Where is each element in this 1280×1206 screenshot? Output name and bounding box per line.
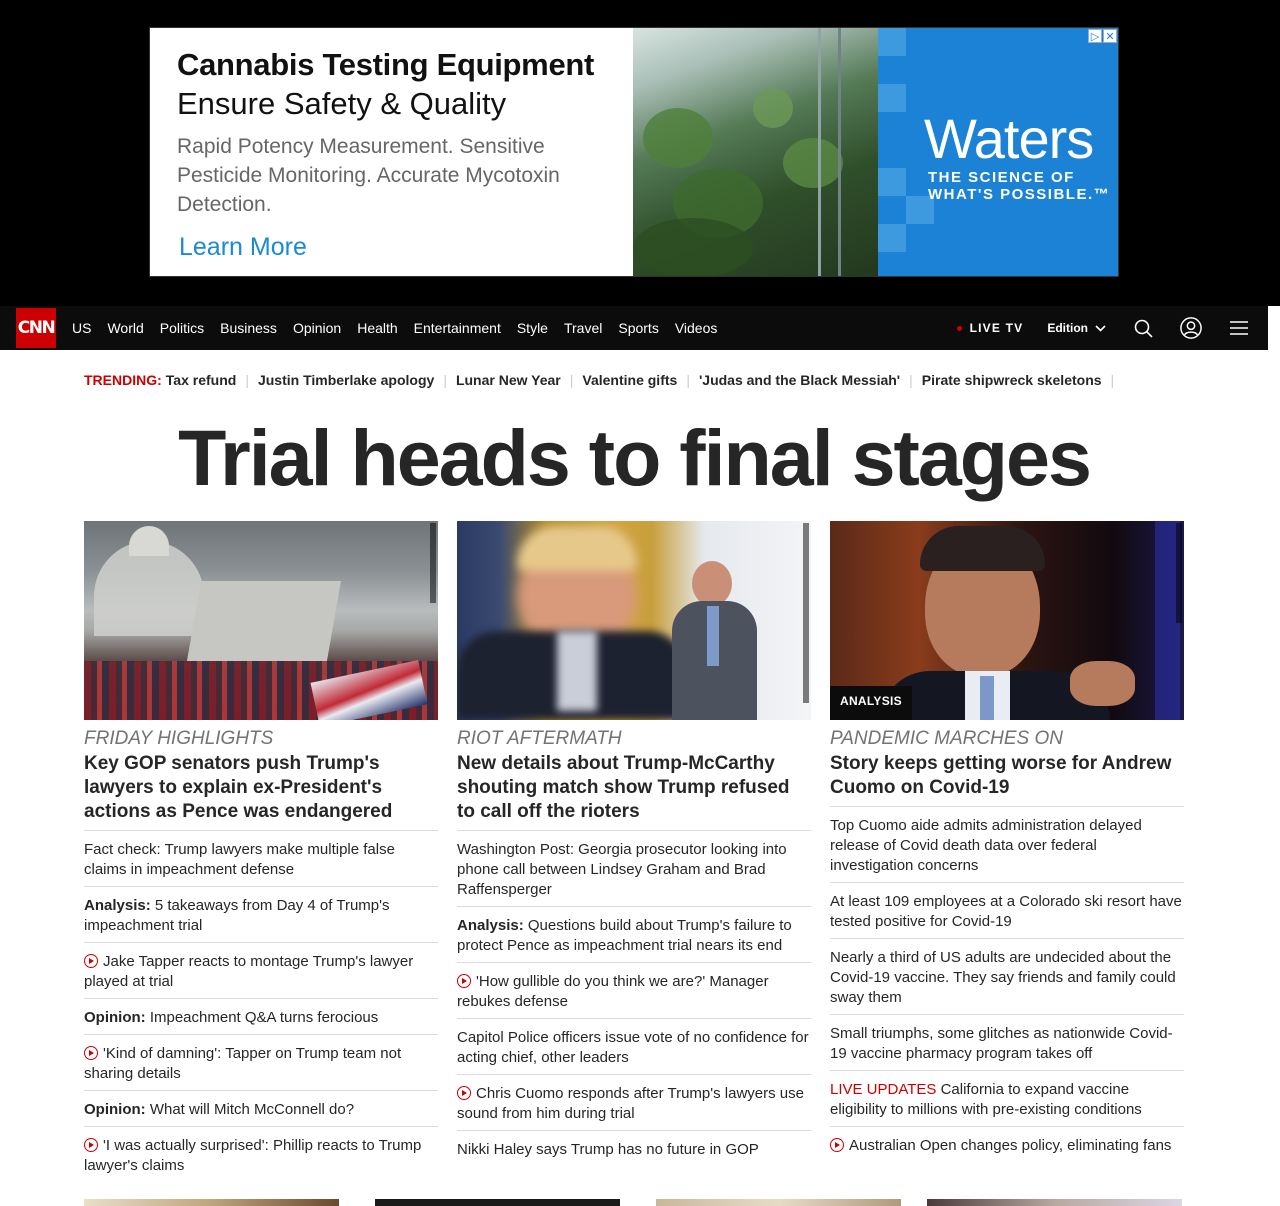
nav-link-style[interactable]: Style xyxy=(516,320,548,336)
story-column-3 xyxy=(830,521,1184,1162)
ad-learn-more-link[interactable]: Learn More xyxy=(179,233,307,261)
trending-item[interactable]: Pirate shipwreck skeletons xyxy=(921,372,1102,388)
edition-dropdown[interactable] xyxy=(1047,321,1106,335)
ad-close-icon[interactable]: ✕ xyxy=(1103,29,1117,43)
story-prefix: Opinion: xyxy=(84,1009,146,1026)
ad-body: Rapid Potency Measurement. Sensitive Pesticide Monitoring. Accurate Mycotoxin Detection. xyxy=(177,135,560,216)
ad-headline: Cannabis Testing Equipment xyxy=(177,47,595,82)
ad-subhead: Ensure Safety & Quality xyxy=(177,86,507,121)
story-prefix: Analysis: xyxy=(84,897,151,914)
thumbnail-image[interactable] xyxy=(375,1199,620,1206)
story-kicker: FRIDAY HIGHLIGHTS xyxy=(84,728,274,749)
nav-link-business[interactable]: Business xyxy=(220,320,277,336)
ad-info-icon[interactable]: ▷ xyxy=(1088,29,1102,43)
live-tv-label: LIVE TV xyxy=(969,321,1024,335)
play-video-icon xyxy=(84,1046,98,1060)
thumbnail-image[interactable] xyxy=(927,1199,1182,1206)
nav-link-entertainment[interactable]: Entertainment xyxy=(413,320,501,336)
nav-link-health[interactable]: Health xyxy=(357,320,398,336)
nav-links xyxy=(72,320,733,336)
nav-link-travel[interactable]: Travel xyxy=(563,320,603,336)
story-kicker: PANDEMIC MARCHES ON xyxy=(830,728,1063,749)
play-video-icon xyxy=(84,1138,98,1152)
photo-credit xyxy=(803,523,809,703)
divider: | xyxy=(245,372,249,388)
lead-story-headline[interactable]: New details about Trump-McCarthy shouting match show Trump refused to call off the rioters xyxy=(457,752,811,831)
video-story-link[interactable]: 'How gullible do you think we are?' Manager rebukes defense xyxy=(457,963,811,1019)
story-link[interactable]: Analysis: 5 takeaways from Day 4 of Trump's impeachment trial xyxy=(84,887,438,943)
video-story-link[interactable]: 'I was actually surprised': Phillip reacts to Trump lawyer's claims xyxy=(84,1137,422,1174)
top-navigation xyxy=(0,306,1268,350)
trending-item[interactable]: Valentine gifts xyxy=(582,372,678,388)
related-stories xyxy=(830,807,1184,1162)
live-updates-story-link[interactable]: LIVE UPDATES California to expand vaccine eligibility to millions with pre-existing conditions xyxy=(830,1071,1184,1127)
ad-banner-area xyxy=(0,0,1280,306)
ad-greenhouse-image xyxy=(633,28,878,277)
story-prefix: Opinion: xyxy=(84,1101,146,1118)
story-prefix: Analysis: xyxy=(457,917,524,934)
lead-story-headline[interactable]: Story keeps getting worse for Andrew Cuomo on Covid-19 xyxy=(830,752,1184,807)
nav-link-us[interactable]: US xyxy=(72,320,92,336)
play-video-icon xyxy=(457,974,471,988)
story-link[interactable]: Fact check: Trump lawyers make multiple false claims in impeachment defense xyxy=(84,831,438,887)
video-story-link[interactable]: 'Kind of damning': Tapper on Trump team not sharing details xyxy=(84,1035,438,1091)
story-link[interactable]: Analysis: Questions build about Trump's failure to protect Pence as impeachment trial nears its end xyxy=(457,907,811,963)
nav-link-opinion[interactable]: Opinion xyxy=(292,320,342,336)
waters-logo: Waters xyxy=(924,107,1094,170)
story-link[interactable]: Top Cuomo aide admits administration delayed release of Covid death data over federal investigation concerns xyxy=(830,807,1184,883)
live-updates-label: LIVE UPDATES xyxy=(830,1081,937,1098)
nav-link-politics[interactable]: Politics xyxy=(159,320,205,336)
ad-brand-panel xyxy=(878,28,1119,277)
thumbnail-image[interactable] xyxy=(84,1199,339,1206)
story-link[interactable]: Opinion: What will Mitch McConnell do? xyxy=(84,1091,438,1127)
trending-item[interactable]: Lunar New Year xyxy=(455,372,561,388)
story-link[interactable]: Washington Post: Georgia prosecutor looking into phone call between Lindsey Graham and Brad Raffensperger xyxy=(457,831,811,907)
related-stories xyxy=(457,831,811,1166)
live-tv-link[interactable] xyxy=(957,321,1024,335)
trending-item[interactable]: 'Judas and the Black Messiah' xyxy=(698,372,901,388)
video-story-link[interactable]: Australian Open changes policy, eliminating fans xyxy=(830,1127,1184,1162)
divider: | xyxy=(443,372,447,388)
video-story-link[interactable]: Chris Cuomo responds after Trump's lawyers use sound from him during trial xyxy=(457,1075,811,1131)
trending-label: TRENDING: xyxy=(84,372,162,388)
video-story-link[interactable]: Jake Tapper reacts to montage Trump's lawyer played at trial xyxy=(84,943,438,999)
story-link[interactable]: Nikki Haley says Trump has no future in GOP xyxy=(457,1141,759,1158)
account-icon[interactable] xyxy=(1180,317,1202,339)
nav-link-sports[interactable]: Sports xyxy=(618,320,659,336)
ad-choices[interactable] xyxy=(1088,29,1117,43)
story-link[interactable]: Nearly a third of US adults are undecided about the Covid-19 vaccine. They say friends and family could sway them xyxy=(830,939,1184,1015)
nav-right xyxy=(957,306,1268,350)
ad-copy[interactable] xyxy=(150,28,633,277)
story-kicker: RIOT AFTERMATH xyxy=(457,728,622,749)
divider: | xyxy=(686,372,690,388)
capitol-riot-photo[interactable] xyxy=(84,521,438,720)
banner-headline[interactable]: Trial heads to final stages xyxy=(178,413,1090,502)
ad-tagline: THE SCIENCE OF WHAT'S POSSIBLE.™ xyxy=(928,169,1111,203)
trending-item[interactable]: Tax refund xyxy=(165,372,237,388)
trump-mccarthy-photo[interactable] xyxy=(457,521,811,720)
play-video-icon xyxy=(830,1138,844,1152)
chevron-down-icon xyxy=(1095,325,1106,332)
story-column-2 xyxy=(457,521,811,1166)
story-link[interactable]: Opinion: Impeachment Q&A turns ferocious xyxy=(84,999,438,1035)
related-stories xyxy=(84,831,438,1182)
nav-link-world[interactable]: World xyxy=(107,320,144,336)
thumbnail-image[interactable] xyxy=(656,1199,901,1206)
divider: | xyxy=(909,372,913,388)
play-video-icon xyxy=(84,954,98,968)
photo-credit xyxy=(1176,523,1182,623)
analysis-badge: ANALYSIS xyxy=(830,686,912,720)
story-link[interactable]: Small triumphs, some glitches as nationwide Covid-19 vaccine pharmacy program takes off xyxy=(830,1015,1184,1071)
story-link[interactable]: At least 109 employees at a Colorado ski resort have tested positive for Covid-19 xyxy=(830,883,1184,939)
nav-link-videos[interactable]: Videos xyxy=(674,320,718,336)
story-column-1 xyxy=(84,521,438,1182)
edition-label: Edition xyxy=(1047,321,1088,335)
cnn-logo[interactable]: CNN xyxy=(16,308,56,348)
live-dot-icon xyxy=(957,326,962,331)
play-video-icon xyxy=(457,1086,471,1100)
photo-credit xyxy=(430,523,436,603)
lead-story-headline[interactable]: Key GOP senators push Trump's lawyers to explain ex-President's actions as Pence was endangered xyxy=(84,752,438,831)
menu-icon[interactable] xyxy=(1228,317,1250,339)
divider: | xyxy=(1110,372,1115,388)
story-link[interactable]: Capitol Police officers issue vote of no confidence for acting chief, other leaders xyxy=(457,1019,811,1075)
divider: | xyxy=(569,372,574,388)
cuomo-photo[interactable] xyxy=(830,521,1184,720)
search-icon[interactable] xyxy=(1132,317,1154,339)
trending-item[interactable]: Justin Timberlake apology xyxy=(257,372,435,388)
advertisement[interactable] xyxy=(149,27,1119,277)
trending-bar xyxy=(84,370,1123,390)
